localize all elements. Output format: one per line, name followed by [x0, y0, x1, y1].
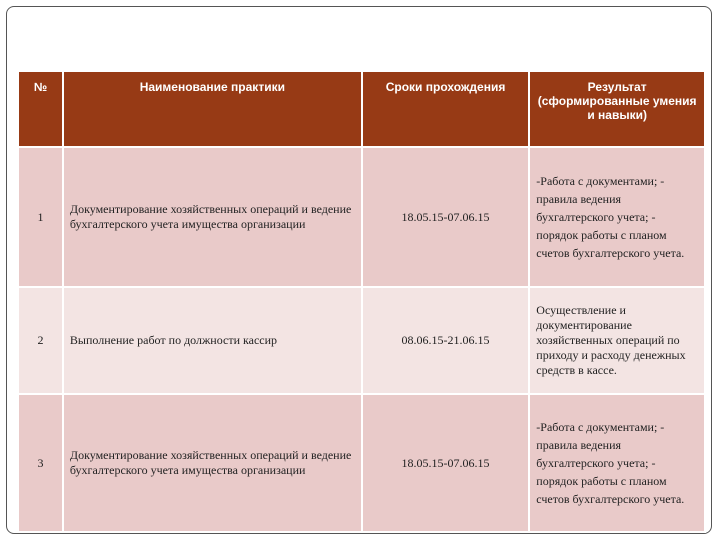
table-row [18, 394, 705, 532]
table-row [18, 147, 705, 287]
header-result: Результат (сформированные умения и навыки) [529, 71, 705, 147]
header-name: Наименование практики [63, 71, 362, 147]
row-num: 3 [18, 394, 63, 532]
row-name: Документирование хозяйственных операций и ведение бухгалтерского учета имущества организации [63, 147, 362, 287]
table-row [18, 287, 705, 394]
row-num: 2 [18, 287, 63, 394]
row-dates: 18.05.15-07.06.15 [362, 394, 530, 532]
row-name: Выполнение работ по должности кассир [63, 287, 362, 394]
row-num: 1 [18, 147, 63, 287]
row-result: -Работа с документами; - правила ведения бухгалтерского учета; - порядок работы с планом счетов бухгалтерского учета. [529, 147, 705, 287]
row-name: Документирование хозяйственных операций и ведение бухгалтерского учета имущества организации [63, 394, 362, 532]
header-num: № [18, 71, 63, 147]
table-header [18, 71, 705, 147]
header-dates: Сроки прохождения [362, 71, 530, 147]
row-result: Осуществление и документирование хозяйственных операций по приходу и расходу денежных средств в кассе. [529, 287, 705, 394]
row-dates: 18.05.15-07.06.15 [362, 147, 530, 287]
practice-table [17, 70, 706, 533]
row-dates: 08.06.15-21.06.15 [362, 287, 530, 394]
row-result: -Работа с документами; - правила ведения бухгалтерского учета; - порядок работы с планом счетов бухгалтерского учета. [529, 394, 705, 532]
